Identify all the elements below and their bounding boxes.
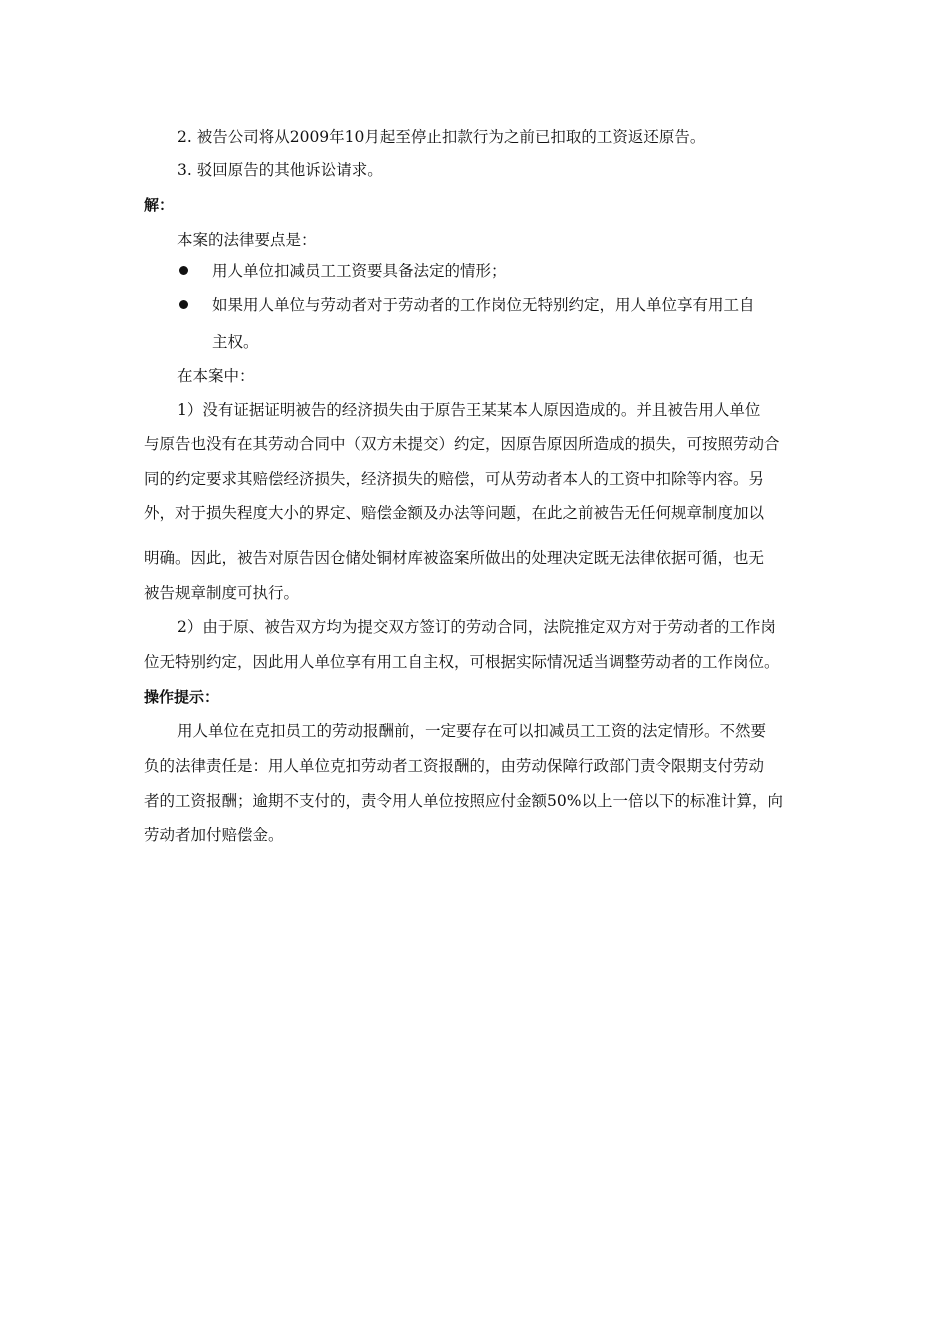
bullet-icon	[179, 266, 188, 275]
tips-line-3: 者的工资报酬；逾期不支付的，责令用人单位按照应付金额50%以上一倍以下的标准计算，向	[144, 792, 783, 810]
item-3: 3. 驳回原告的其他诉讼请求。	[177, 161, 383, 179]
analysis-heading: 解：	[144, 196, 175, 214]
tips-line-2: 负的法律责任是：用人单位克扣劳动者工资报酬的，由劳动保障行政部门责令限期支付劳动	[144, 757, 765, 775]
para1-line-2: 与原告也没有在其劳动合同中（双方未提交）约定，因原告原因所造成的损失，可按照劳动合	[144, 435, 780, 453]
para1-line-1: 1）没有证据证明被告的经济损失由于原告王某某本人原因造成的。并且被告用人单位	[177, 401, 761, 419]
tips-heading: 操作提示：	[144, 688, 220, 706]
bullet-icon	[179, 300, 188, 309]
para1-line-6: 被告规章制度可执行。	[144, 584, 300, 602]
tips-line-4: 劳动者加付赔偿金。	[144, 826, 284, 844]
bullet-2: 如果用人单位与劳动者对于劳动者的工作岗位无特别约定，用人单位享有用工自	[212, 296, 755, 314]
intro-text: 本案的法律要点是：	[177, 231, 317, 249]
para2-line-1: 2）由于原、被告双方均为提交双方签订的劳动合同，法院推定双方对于劳动者的工作岗	[177, 618, 776, 636]
para1-line-3: 同的约定要求其赔偿经济损失，经济损失的赔偿，可从劳动者本人的工资中扣除等内容。另	[144, 470, 765, 488]
para1-line-4: 外，对于损失程度大小的界定、赔偿金额及办法等问题，在此之前被告无任何规章制度加以	[144, 504, 765, 522]
item-2: 2. 被告公司将从2009年10月起至停止扣款行为之前已扣取的工资返还原告。	[177, 128, 706, 146]
bullet-2-continued: 主权。	[212, 333, 259, 351]
para2-line-2: 位无特别约定，因此用人单位享有用工自主权，可根据实际情况适当调整劳动者的工作岗位。	[144, 653, 780, 671]
tips-line-1: 用人单位在克扣员工的劳动报酬前，一定要存在可以扣减员工工资的法定情形。不然要	[177, 722, 767, 740]
para1-line-5: 明确。因此，被告对原告因仓储处铜材库被盗案所做出的处理决定既无法律依据可循，也无	[144, 549, 765, 567]
bullet-1: 用人单位扣减员工工资要具备法定的情形；	[212, 262, 507, 280]
in-case-text: 在本案中：	[177, 367, 255, 385]
